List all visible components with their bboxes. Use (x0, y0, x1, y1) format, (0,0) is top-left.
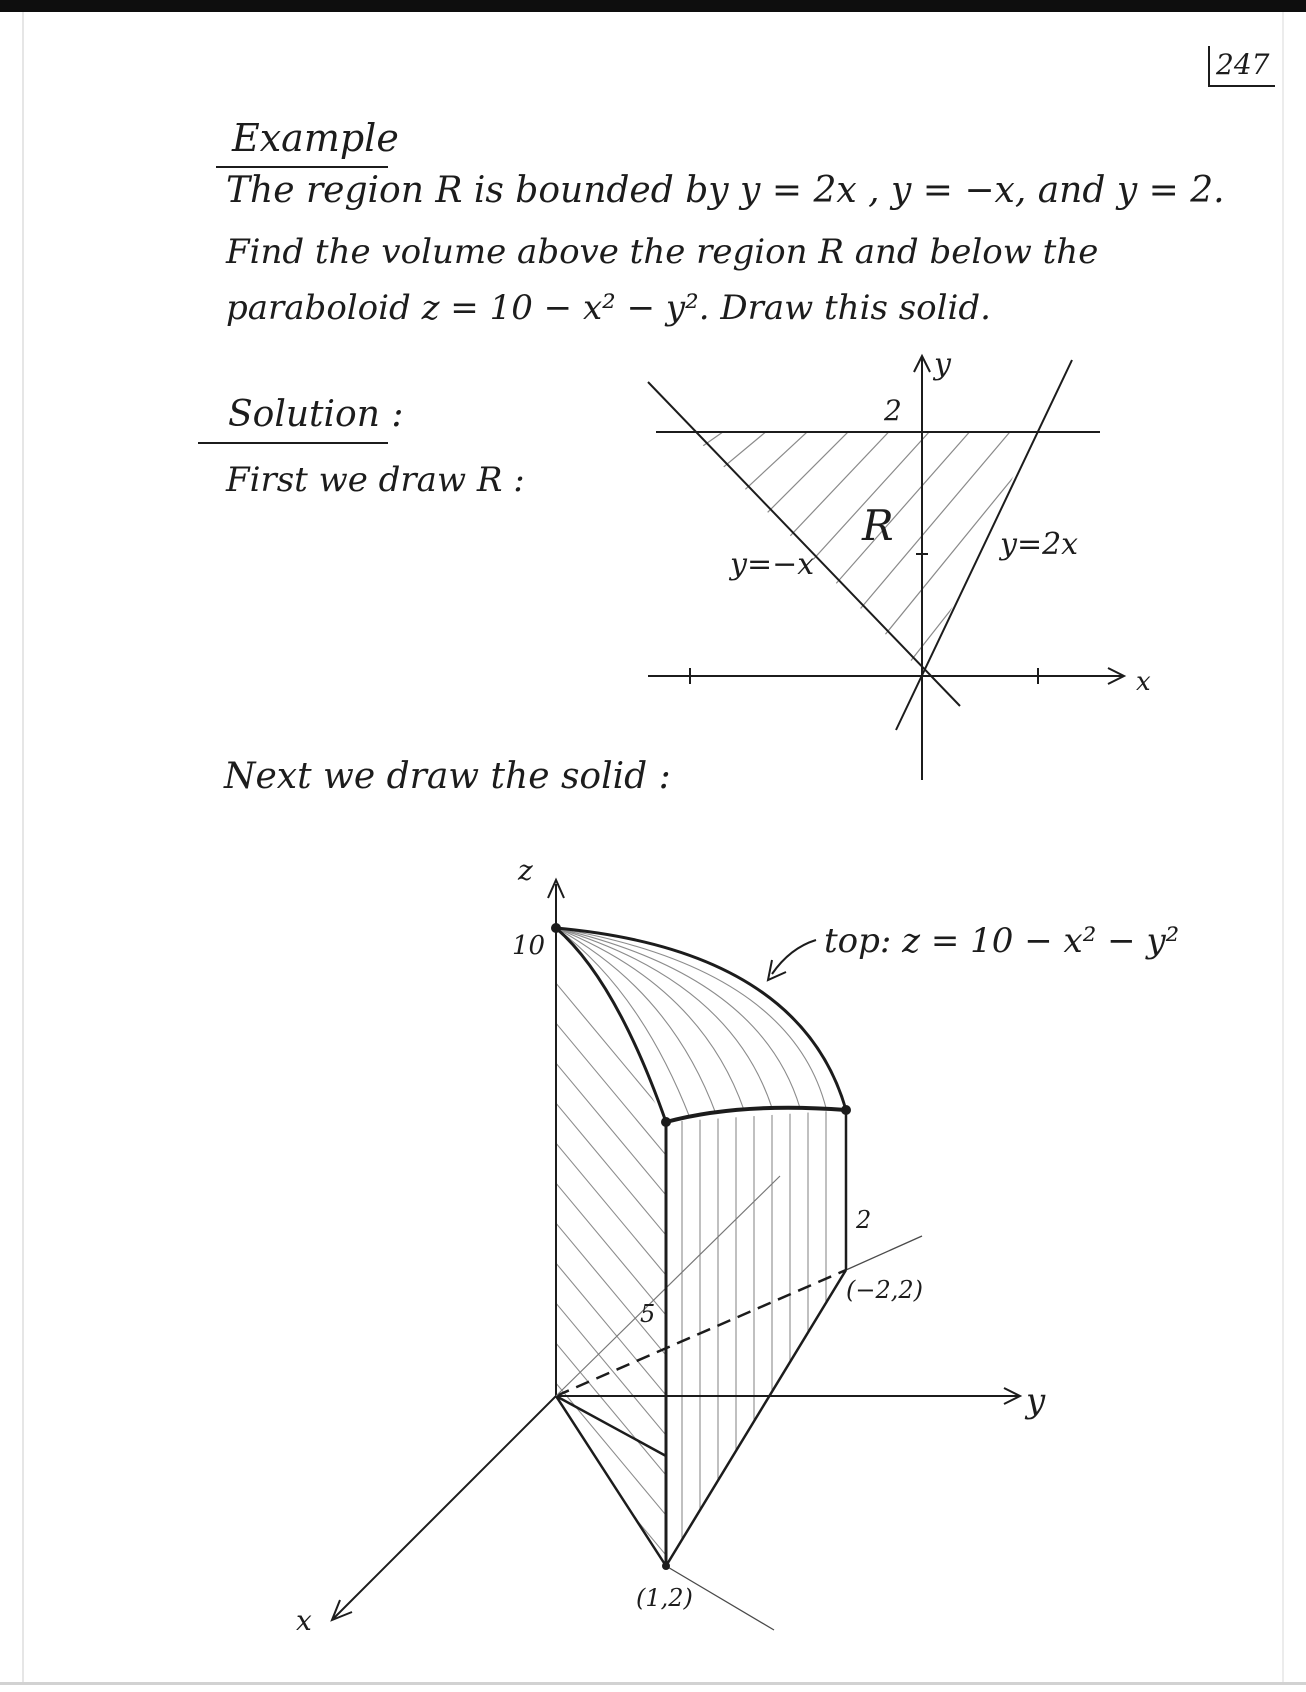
guide-line-diagonal (556, 1176, 780, 1396)
point-top-z10 (551, 923, 561, 933)
step-draw-region: First we draw R : (226, 460, 525, 500)
point-base-front (662, 1562, 670, 1570)
page-number: 247 (1208, 46, 1275, 87)
region-y-tick-label: 2 (884, 394, 902, 427)
solid-point-back-label: (−2,2) (846, 1276, 924, 1304)
top-label-pointer (772, 940, 816, 974)
base-edge-y-equals-2x (556, 1396, 666, 1566)
solid-x-axis (334, 1396, 556, 1618)
line-right-label: y=2x (1000, 527, 1079, 562)
region-axis-x-label: x (1136, 667, 1151, 697)
base-edge-y-equals-minus-x (556, 1270, 846, 1396)
solution-heading: Solution : (228, 394, 404, 435)
point-top-front (661, 1117, 671, 1127)
region-label: R (862, 501, 894, 550)
line-left-label: y=−x (730, 547, 815, 582)
step-draw-solid: Next we draw the solid : (224, 756, 671, 797)
solid-point-front-label: (1,2) (636, 1584, 693, 1612)
base-edge-y-equals-2 (666, 1270, 846, 1566)
solid-edge-label-left: 5 (640, 1300, 656, 1328)
solid-axis-x-label: x (296, 1604, 312, 1637)
problem-line-1: The region R is bounded by y = 2x , y = −x, and y = 2. (226, 170, 1225, 211)
solid-axis-z-label: z (518, 854, 533, 887)
top-label-arrow-icon (768, 960, 786, 980)
example-heading: Example (232, 116, 399, 160)
region-axis-y-label: y (934, 347, 951, 382)
top-front-curve (666, 1108, 846, 1122)
solid-edge-label-right: 2 (856, 1206, 872, 1234)
solid-axis-y-label: y (1026, 1381, 1046, 1421)
problem-line-2: Find the volume above the region R and below the (226, 232, 1099, 272)
side-face-hatching (520, 940, 720, 1620)
point-top-back (841, 1105, 851, 1115)
solid-top-label: top: z = 10 − x² − y² (824, 921, 1180, 961)
guide-line-back (846, 1236, 922, 1270)
solid-z-tick-label: 10 (512, 931, 546, 961)
base-edge-front (556, 1396, 666, 1456)
problem-line-3: paraboloid z = 10 − x² − y². Draw this solid. (226, 288, 991, 328)
